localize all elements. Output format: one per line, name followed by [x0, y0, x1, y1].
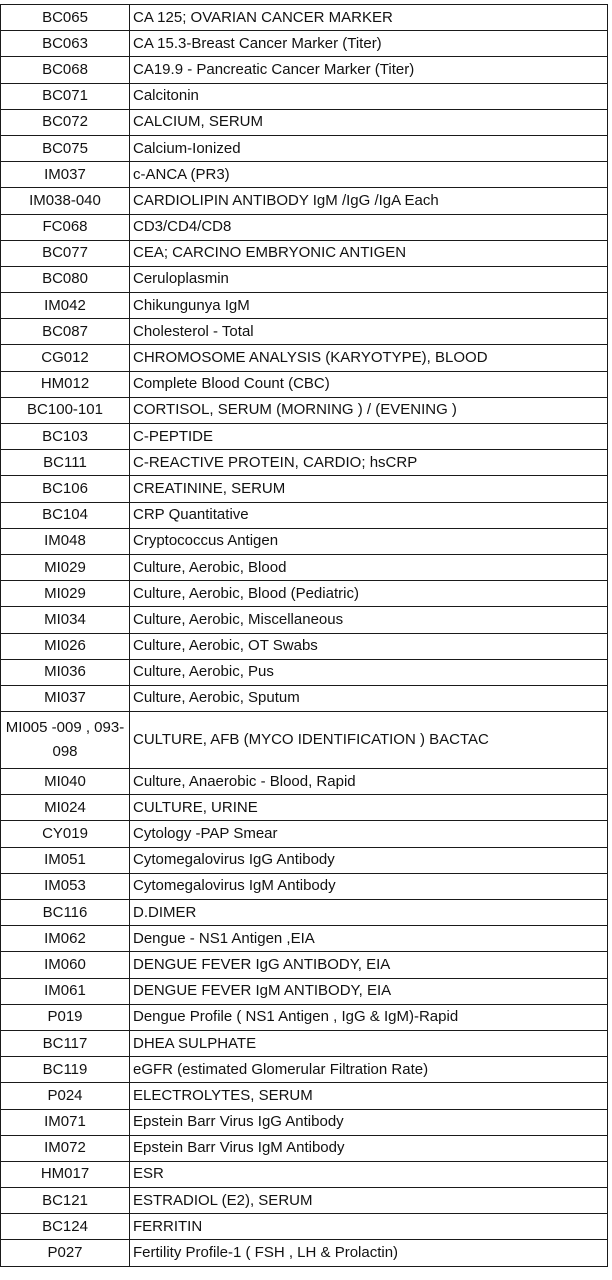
- test-name-cell: CARDIOLIPIN ANTIBODY IgM /IgG /IgA Each: [130, 188, 608, 214]
- table-row: [1, 1109, 608, 1135]
- test-code-table: [0, 4, 608, 1267]
- test-name-cell: Culture, Aerobic, Blood (Pediatric): [130, 581, 608, 607]
- test-name-cell: c-ANCA (PR3): [130, 162, 608, 188]
- test-code-cell: BC065: [1, 5, 130, 31]
- test-code-cell: BC106: [1, 476, 130, 502]
- test-name-cell: Epstein Barr Virus IgM Antibody: [130, 1135, 608, 1161]
- table-row: [1, 293, 608, 319]
- table-row: [1, 712, 608, 769]
- test-code-cell: BC075: [1, 135, 130, 161]
- test-code-cell: P024: [1, 1083, 130, 1109]
- test-code-cell: IM060: [1, 952, 130, 978]
- table-row: [1, 685, 608, 711]
- table-row: [1, 240, 608, 266]
- test-code-cell: BC063: [1, 31, 130, 57]
- test-code-cell: IM042: [1, 293, 130, 319]
- table-row: [1, 554, 608, 580]
- table-row: [1, 1083, 608, 1109]
- test-name-cell: DENGUE FEVER IgM ANTIBODY, EIA: [130, 978, 608, 1004]
- test-code-cell: IM037: [1, 162, 130, 188]
- test-code-cell: IM051: [1, 847, 130, 873]
- test-name-cell: CORTISOL, SERUM (MORNING ) / (EVENING ): [130, 397, 608, 423]
- test-name-cell: CHROMOSOME ANALYSIS (KARYOTYPE), BLOOD: [130, 345, 608, 371]
- test-name-cell: C-REACTIVE PROTEIN, CARDIO; hsCRP: [130, 450, 608, 476]
- table-row: [1, 795, 608, 821]
- table-row: [1, 581, 608, 607]
- test-code-cell: BC080: [1, 266, 130, 292]
- test-code-cell: BC119: [1, 1057, 130, 1083]
- table-row: [1, 397, 608, 423]
- test-code-cell: IM053: [1, 873, 130, 899]
- test-name-cell: Dengue Profile ( NS1 Antigen , IgG & IgM)-Rapid: [130, 1004, 608, 1030]
- test-code-cell: BC117: [1, 1030, 130, 1056]
- table-row: [1, 659, 608, 685]
- test-code-cell: IM071: [1, 1109, 130, 1135]
- table-row: [1, 476, 608, 502]
- test-name-cell: CREATININE, SERUM: [130, 476, 608, 502]
- table-row: [1, 450, 608, 476]
- test-code-cell: BC100-101: [1, 397, 130, 423]
- table-row: [1, 214, 608, 240]
- test-code-cell: BC087: [1, 319, 130, 345]
- table-row: [1, 900, 608, 926]
- table-row: [1, 345, 608, 371]
- test-code-cell: BC103: [1, 424, 130, 450]
- test-name-cell: Epstein Barr Virus IgG Antibody: [130, 1109, 608, 1135]
- test-name-cell: CEA; CARCINO EMBRYONIC ANTIGEN: [130, 240, 608, 266]
- test-name-cell: CALCIUM, SERUM: [130, 109, 608, 135]
- table-row: [1, 952, 608, 978]
- test-name-cell: Culture, Anaerobic - Blood, Rapid: [130, 769, 608, 795]
- test-name-cell: CA19.9 - Pancreatic Cancer Marker (Titer): [130, 57, 608, 83]
- test-name-cell: CULTURE, URINE: [130, 795, 608, 821]
- test-code-cell: MI036: [1, 659, 130, 685]
- test-name-cell: Culture, Aerobic, Pus: [130, 659, 608, 685]
- test-name-cell: Ceruloplasmin: [130, 266, 608, 292]
- table-row: [1, 607, 608, 633]
- table-row: [1, 847, 608, 873]
- test-name-cell: Culture, Aerobic, Blood: [130, 554, 608, 580]
- test-name-cell: DHEA SULPHATE: [130, 1030, 608, 1056]
- table-row: [1, 371, 608, 397]
- test-code-cell: CY019: [1, 821, 130, 847]
- table-row: [1, 188, 608, 214]
- test-code-cell: BC124: [1, 1214, 130, 1240]
- table-row: [1, 266, 608, 292]
- test-code-cell: P027: [1, 1240, 130, 1266]
- table-row: [1, 424, 608, 450]
- test-name-cell: CA 125; OVARIAN CANCER MARKER: [130, 5, 608, 31]
- table-row: [1, 978, 608, 1004]
- test-code-cell: BC072: [1, 109, 130, 135]
- test-code-cell: IM038-040: [1, 188, 130, 214]
- table-row: [1, 319, 608, 345]
- table-row: [1, 1240, 608, 1266]
- table-row: [1, 633, 608, 659]
- test-name-cell: Culture, Aerobic, OT Swabs: [130, 633, 608, 659]
- test-name-cell: DENGUE FEVER IgG ANTIBODY, EIA: [130, 952, 608, 978]
- table-row: [1, 821, 608, 847]
- test-name-cell: Calcium-Ionized: [130, 135, 608, 161]
- test-code-cell: MI024: [1, 795, 130, 821]
- table-row: [1, 109, 608, 135]
- test-name-cell: Cholesterol - Total: [130, 319, 608, 345]
- test-name-cell: ELECTROLYTES, SERUM: [130, 1083, 608, 1109]
- table-row: [1, 57, 608, 83]
- table-row: [1, 1004, 608, 1030]
- test-code-cell: MI029: [1, 581, 130, 607]
- test-code-cell: IM061: [1, 978, 130, 1004]
- test-code-cell: IM062: [1, 926, 130, 952]
- test-code-cell: BC121: [1, 1188, 130, 1214]
- test-name-cell: CA 15.3-Breast Cancer Marker (Titer): [130, 31, 608, 57]
- test-name-cell: FERRITIN: [130, 1214, 608, 1240]
- test-code-cell: MI040: [1, 769, 130, 795]
- test-code-cell: MI037: [1, 685, 130, 711]
- test-name-cell: eGFR (estimated Glomerular Filtration Rate): [130, 1057, 608, 1083]
- test-code-cell: MI005 -009 , 093- 098: [1, 712, 130, 769]
- table-row: [1, 135, 608, 161]
- table-row: [1, 926, 608, 952]
- test-code-cell: IM072: [1, 1135, 130, 1161]
- test-name-cell: Cytology -PAP Smear: [130, 821, 608, 847]
- test-code-cell: BC116: [1, 900, 130, 926]
- test-code-cell: BC071: [1, 83, 130, 109]
- table-row: [1, 1030, 608, 1056]
- test-name-cell: Calcitonin: [130, 83, 608, 109]
- test-code-cell: IM048: [1, 528, 130, 554]
- test-name-cell: Complete Blood Count (CBC): [130, 371, 608, 397]
- table-row: [1, 1135, 608, 1161]
- test-code-cell: FC068: [1, 214, 130, 240]
- table-row: [1, 162, 608, 188]
- test-name-cell: CRP Quantitative: [130, 502, 608, 528]
- test-name-cell: CULTURE, AFB (MYCO IDENTIFICATION ) BACTAC: [130, 712, 608, 769]
- test-name-cell: Cytomegalovirus IgG Antibody: [130, 847, 608, 873]
- table-row: [1, 5, 608, 31]
- table-row: [1, 1057, 608, 1083]
- test-name-cell: Culture, Aerobic, Miscellaneous: [130, 607, 608, 633]
- test-name-cell: Fertility Profile-1 ( FSH , LH & Prolactin): [130, 1240, 608, 1266]
- table-row: [1, 83, 608, 109]
- test-code-cell: HM017: [1, 1161, 130, 1187]
- table-row: [1, 769, 608, 795]
- test-name-cell: Cytomegalovirus IgM Antibody: [130, 873, 608, 899]
- test-code-cell: BC111: [1, 450, 130, 476]
- test-name-cell: Culture, Aerobic, Sputum: [130, 685, 608, 711]
- test-name-cell: D.DIMER: [130, 900, 608, 926]
- test-name-cell: ESR: [130, 1161, 608, 1187]
- test-code-cell: P019: [1, 1004, 130, 1030]
- test-code-cell: BC077: [1, 240, 130, 266]
- test-name-cell: Cryptococcus Antigen: [130, 528, 608, 554]
- test-name-cell: CD3/CD4/CD8: [130, 214, 608, 240]
- table-row: [1, 873, 608, 899]
- test-name-cell: ESTRADIOL (E2), SERUM: [130, 1188, 608, 1214]
- table-row: [1, 528, 608, 554]
- table-row: [1, 31, 608, 57]
- test-code-cell: MI026: [1, 633, 130, 659]
- test-code-cell: CG012: [1, 345, 130, 371]
- table-row: [1, 1214, 608, 1240]
- table-row: [1, 1161, 608, 1187]
- test-code-cell: MI034: [1, 607, 130, 633]
- table-row: [1, 502, 608, 528]
- test-code-table-body: [1, 5, 608, 1267]
- test-code-cell: BC068: [1, 57, 130, 83]
- test-name-cell: Dengue - NS1 Antigen ,EIA: [130, 926, 608, 952]
- test-code-cell: MI029: [1, 554, 130, 580]
- test-code-cell: BC104: [1, 502, 130, 528]
- test-code-cell: HM012: [1, 371, 130, 397]
- test-name-cell: C-PEPTIDE: [130, 424, 608, 450]
- table-row: [1, 1188, 608, 1214]
- test-name-cell: Chikungunya IgM: [130, 293, 608, 319]
